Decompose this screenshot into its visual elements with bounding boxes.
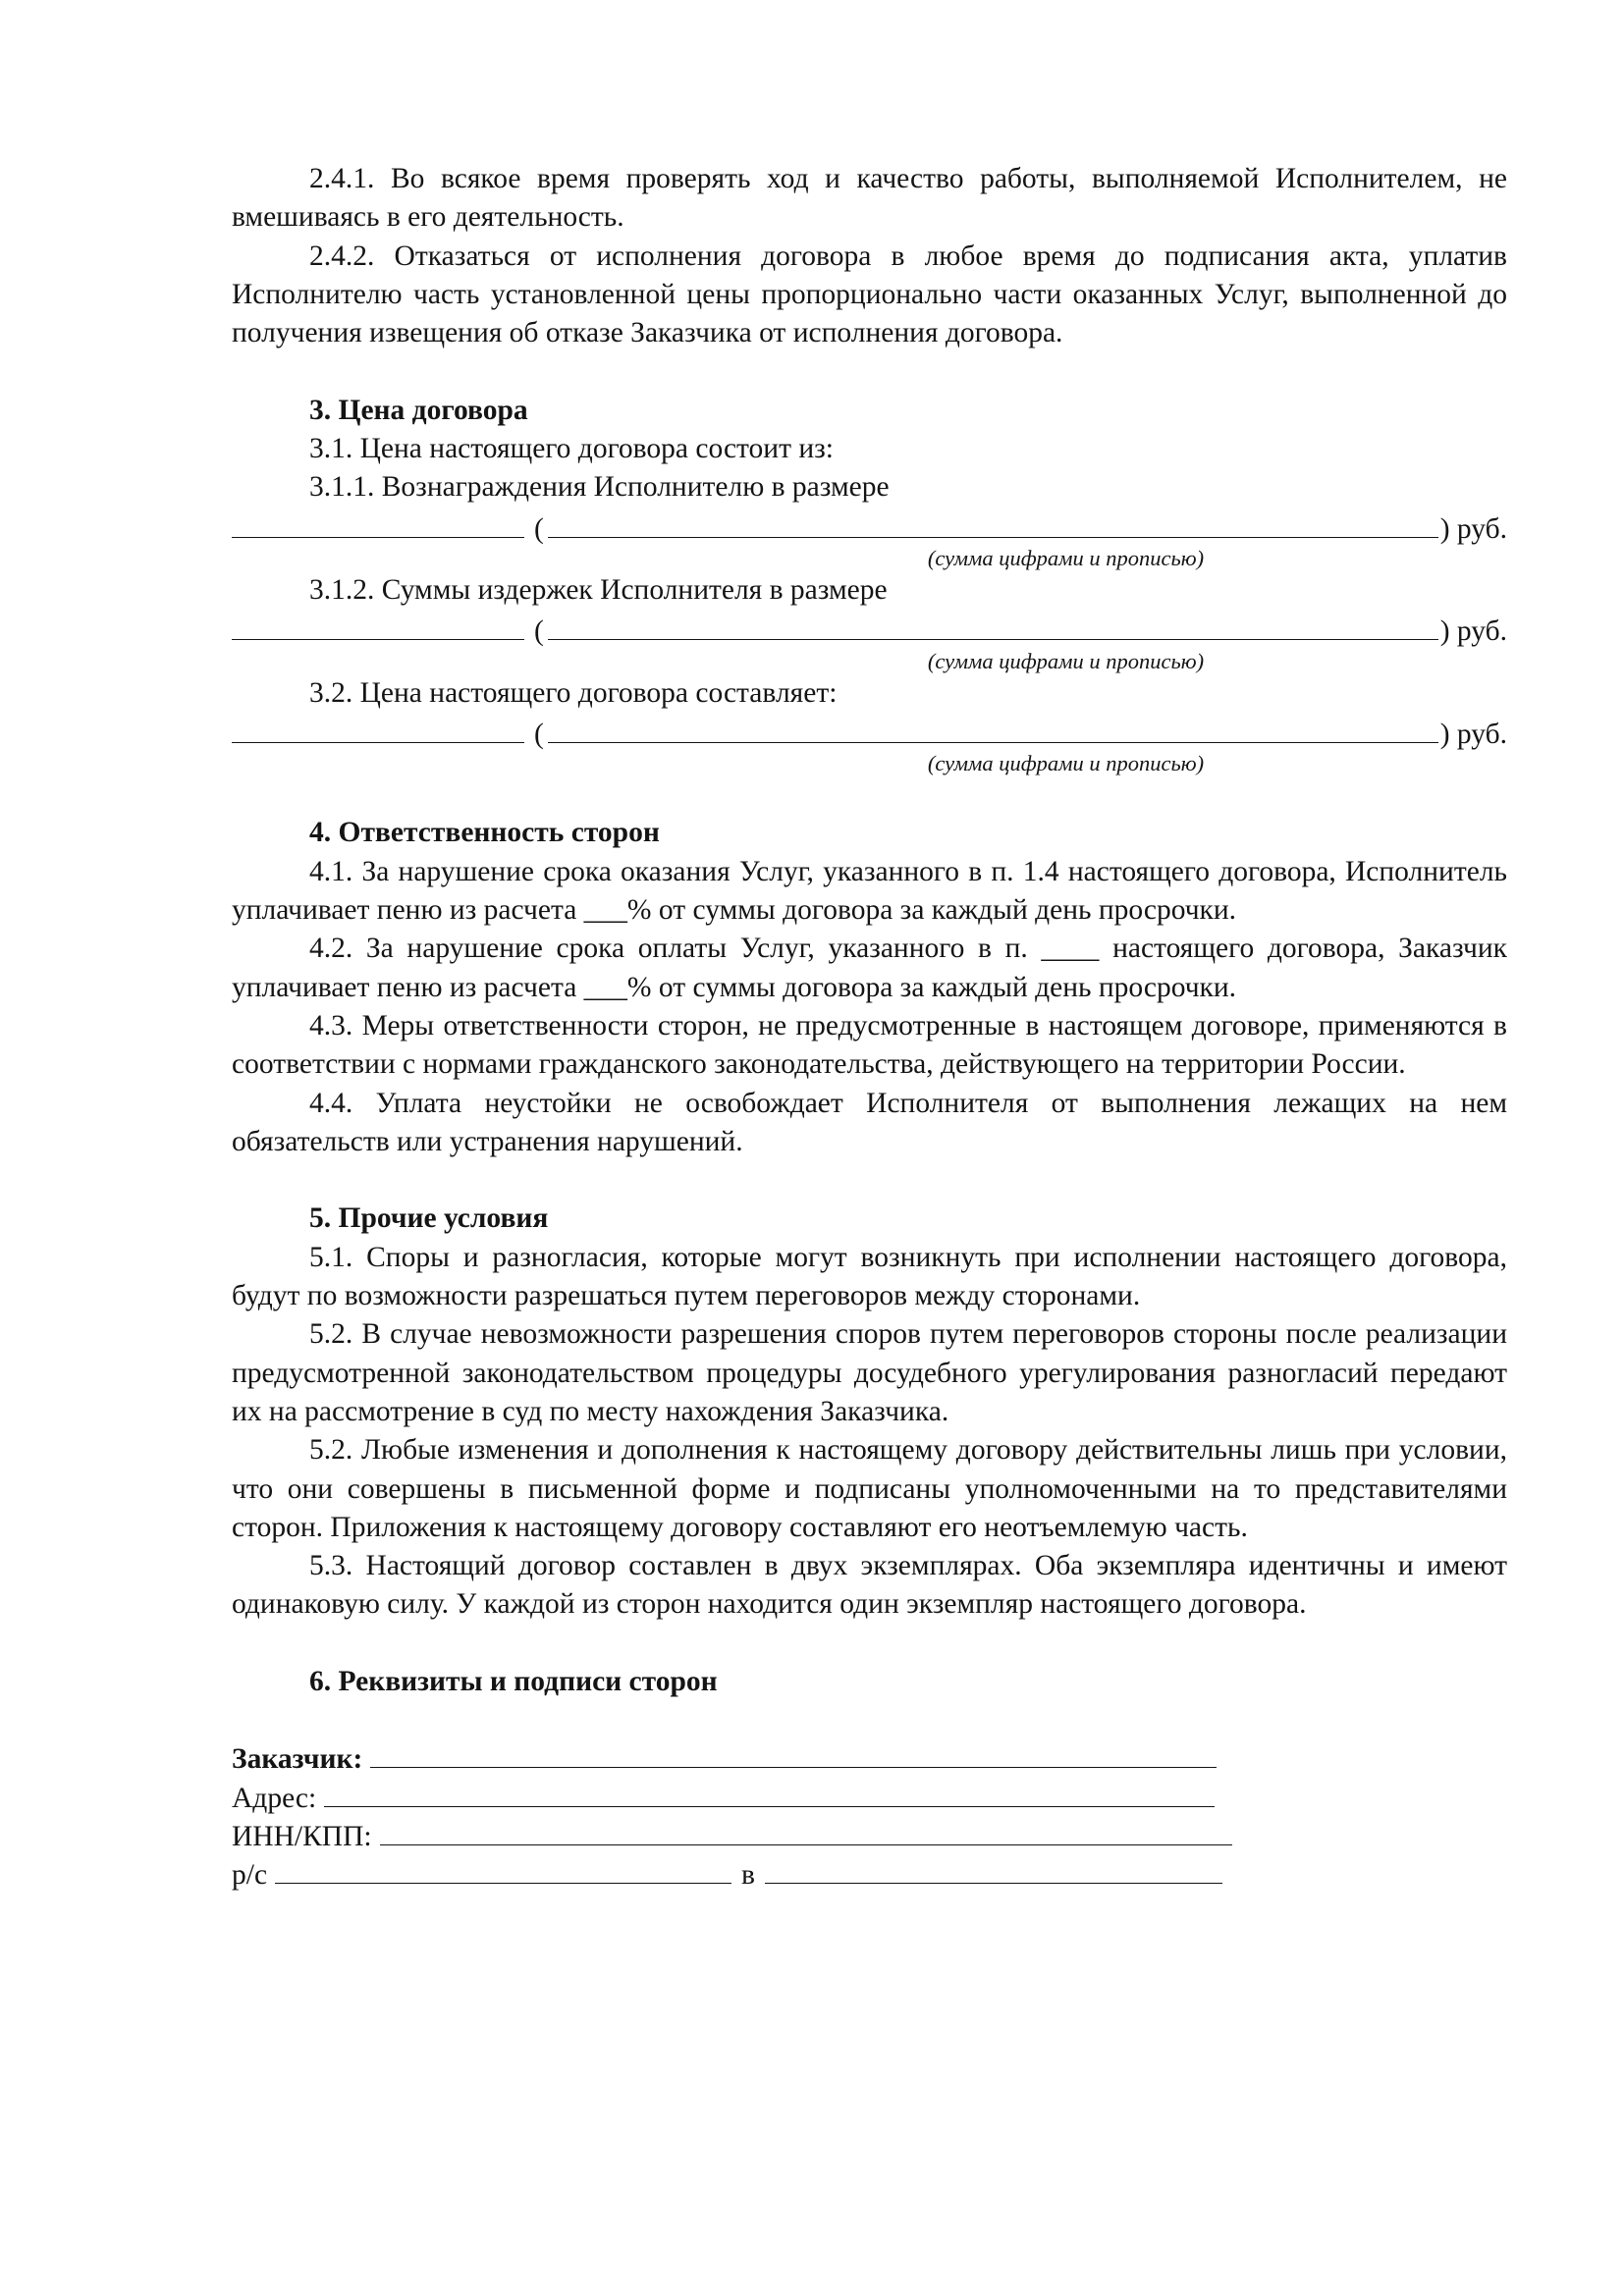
clause-2-4-1: 2.4.1. Во всякое время проверять ход и качество работы, выполняемой Исполнителем, не вмешиваясь в его деятельность.: [232, 163, 1507, 234]
fee-amount-blank[interactable]: [232, 507, 524, 538]
clause-4-3: 4.3. Меры ответственности сторон, не предусмотренные в настоящем договоре, применяются в соответствии с нормами гражданского законодательства, действующего на территории России.: [232, 1009, 1507, 1081]
account-row: [232, 1854, 1507, 1893]
inn-row: [232, 1816, 1507, 1854]
section-3-title: 3. Цена договора: [309, 394, 528, 426]
amount-note: (сумма цифрами и прописью): [927, 648, 1205, 673]
currency-label: ) руб.: [1439, 615, 1507, 648]
clause-3-1: 3.1. Цена настоящего договора состоит из:: [309, 433, 834, 465]
customer-row: [232, 1738, 1507, 1777]
account-label: р/с: [232, 1859, 268, 1892]
clause-5-2: 5.2. В случае невозможности разрешения споров путем переговоров стороны после реализации предусмотренной законодательством процедуры досудебного урегулирования разногласий передают их на рассмотрение в суд по месту нахождения Заказчика.: [232, 1318, 1507, 1427]
open-paren: (: [534, 718, 544, 750]
clause-5-3: 5.3. Настоящий договор составлен в двух экземплярах. Оба экземпляра идентичны и имеют одинаковую силу. У каждой из сторон находится один экземпляр настоящего договора.: [232, 1550, 1507, 1621]
clause-3-2: 3.2. Цена настоящего договора составляет:: [309, 676, 838, 709]
clause-4-1: 4.1. За нарушение срока оказания Услуг, указанного в п. 1.4 настоящего договора, Исполнитель уплачивает пеню из расчета ___% от суммы договора за каждый день просрочки.: [232, 855, 1507, 927]
clause-3-1-2: 3.1.2. Суммы издержек Исполнителя в размере: [309, 573, 888, 606]
clause-4-2: 4.2. За нарушение срока оплаты Услуг, указанного в п. ____ настоящего договора, Заказчик уплачивает пеню из расчета ___% от суммы договора за каждый день просрочки.: [232, 933, 1507, 1003]
amount-note: (сумма цифрами и прописью): [927, 751, 1205, 776]
section-6-title: 6. Реквизиты и подписи сторон: [309, 1665, 718, 1697]
inn-label: ИНН/КПП:: [232, 1820, 372, 1852]
clause-5-1: 5.1. Споры и разногласия, которые могут возникнуть при исполнении настоящего договора, будут по возможности разрешаться путем переговоров между сторонами.: [232, 1241, 1507, 1312]
fee-amount-line: [232, 507, 1507, 549]
customer-blank[interactable]: [370, 1738, 1217, 1768]
open-paren: (: [534, 512, 544, 545]
amount-note: (сумма цифрами и прописью): [927, 545, 1205, 570]
address-row: [232, 1778, 1507, 1816]
costs-words-blank[interactable]: [548, 610, 1438, 640]
bank-in-label: в: [741, 1859, 755, 1892]
currency-label: ) руб.: [1439, 718, 1507, 750]
open-paren: (: [534, 615, 544, 648]
total-amount-line: [232, 713, 1507, 754]
signature-block: [232, 1738, 1507, 1893]
clause-2-4-2: 2.4.2. Отказаться от исполнения договора в любое время до подписания акта, уплатив Исполнителю часть установленной цены пропорционально части оказанных Услуг, выполненной до получения извещения об отказе Заказчика от исполнения договора.: [232, 240, 1507, 349]
section-4-title: 4. Ответственность сторон: [309, 817, 660, 849]
inn-blank[interactable]: [380, 1816, 1232, 1845]
clause-4-4: 4.4. Уплата неустойки не освобождает Исполнителя от выполнения лежащих на нем обязательств или устранения нарушений.: [232, 1087, 1507, 1157]
section-5-title: 5. Прочие условия: [309, 1202, 549, 1235]
clause-5-2b: 5.2. Любые изменения и дополнения к настоящему договору действительны лишь при условии, что они совершены в письменной форме и подписаны уполномоченными на то представителями сторон. Приложения к настоящему договору составляют его неотъемлемую часть.: [232, 1434, 1507, 1543]
total-amount-blank[interactable]: [232, 713, 524, 743]
costs-amount-blank[interactable]: [232, 610, 524, 640]
customer-label: Заказчик:: [232, 1743, 363, 1776]
total-words-blank[interactable]: [548, 713, 1438, 743]
fee-words-blank[interactable]: [548, 507, 1438, 538]
address-blank[interactable]: [324, 1778, 1215, 1807]
address-label: Адрес:: [232, 1782, 317, 1814]
currency-label: ) руб.: [1439, 512, 1507, 545]
account-blank[interactable]: [275, 1854, 731, 1884]
contract-page: [232, 160, 1507, 1893]
bank-blank[interactable]: [765, 1854, 1222, 1884]
clause-3-1-1: 3.1.1. Вознаграждения Исполнителю в размере: [309, 471, 890, 504]
costs-amount-line: [232, 610, 1507, 651]
